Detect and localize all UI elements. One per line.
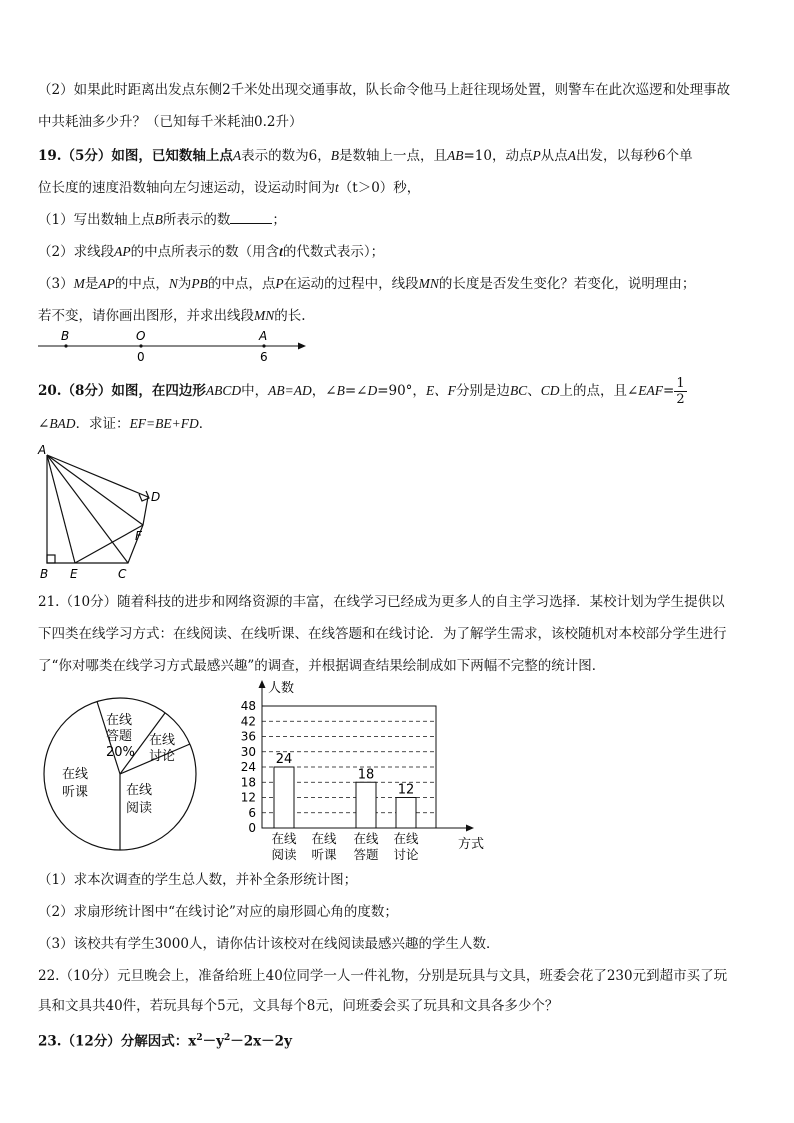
fraction-one-half: $\frac{1}{2}$ — [676, 376, 685, 407]
q18-part2-line2: 中共耗油多少升？（已知每千米耗油0.2升） — [38, 114, 303, 130]
q18-part2-line1: （2）如果此时距离出发点东侧2千米处出现交通事故，队长命令他马上赶往现场处置，则警车在此次巡逻和处理事故 — [38, 82, 731, 98]
q22-stem-line2: 具和文具共40件，若玩具每个5元，文具每个8元，问班委会买了玩具和文具各多少个？ — [38, 998, 559, 1014]
label-b: B — [61, 329, 70, 343]
q21-stem-line3: 了“你对哪类在线学习方式最感兴趣”的调查，并根据调查结果绘制成如下两幅不完整的统计图． — [38, 658, 606, 674]
x-tick-label: 在线 — [271, 831, 297, 846]
pie-label-discuss-1: 在线 — [149, 733, 176, 748]
q21-stem-line2: 下四类在线学习方式：在线阅读、在线听课、在线答题和在线讨论．为了解学生需求，该校随机对本校部分学生进行 — [38, 626, 727, 642]
pie-label-listen-2: 听课 — [62, 785, 89, 800]
bar-value-label: 12 — [397, 782, 415, 798]
bar-chart — [226, 676, 496, 866]
bar-value-label: 18 — [357, 767, 375, 783]
point-o — [139, 344, 142, 347]
vertex-d: D — [151, 490, 161, 504]
bar-value-label: 24 — [275, 752, 293, 767]
q20-stem-line2: ∠BAD．求证：EF=BE+FD． — [38, 416, 213, 432]
q21-sub1: （1）求本次调查的学生总人数，并补全条形统计图； — [38, 872, 358, 888]
q21-stem-line1: 21.（10分）随着科技的进步和网络资源的丰富，在线学习已经成为更多人的自主学习选择．某校计划为学生提供以 — [38, 594, 725, 610]
vertex-f: F — [135, 529, 142, 543]
pie-label-discuss-2: 讨论 — [149, 749, 176, 764]
y-tick-label: 48 — [240, 699, 256, 713]
q19-stem-line2: 位长度的速度沿数轴向左匀速运动，设运动时间为t（t＞0）秒， — [38, 180, 421, 196]
q22-stem-line1: 22.（10分）元旦晚会上，准备给班上40位同学一人一件礼物，分别是玩具与文具，班委会花了230元到超市买了玩 — [38, 968, 728, 984]
label-o: O — [136, 329, 146, 343]
quadrilateral-figure — [30, 442, 170, 584]
y-tick-label: 6 — [248, 805, 256, 820]
pie-label-answer-pct: 20% — [106, 745, 135, 760]
y-axis-arrow — [259, 680, 266, 688]
number-line-figure — [30, 328, 320, 368]
y-axis-title: 人数 — [268, 681, 295, 696]
y-tick-label: 42 — [240, 714, 256, 729]
q20-stem-line1: 20.（8分）如图，在四边形ABCD中，AB=AD，∠B=∠D=90°，E、F分别是边BC、CD上的点，且∠EAF= $\frac{1}{2}$ — [38, 376, 685, 407]
x-tick-label: 听课 — [311, 847, 337, 862]
y-tick-label: 18 — [240, 775, 256, 790]
y-tick-label: 0 — [248, 821, 256, 835]
vertex-e: E — [70, 567, 78, 581]
pie-label-listen-1: 在线 — [62, 767, 89, 782]
pie-label-answer-1: 在线 — [106, 713, 133, 728]
x-tick-label: 在线 — [393, 831, 419, 846]
pie-label-read-2: 阅读 — [126, 801, 153, 816]
answer-blank — [230, 211, 272, 224]
vertex-b: B — [40, 567, 49, 581]
pie-label-read-1: 在线 — [126, 783, 153, 798]
pie-label-answer-2: 答题 — [106, 729, 133, 744]
point-a — [262, 344, 265, 347]
vertex-a: A — [38, 443, 47, 457]
bar — [396, 798, 416, 829]
q19-sub1: （1）写出数轴上点B所表示的数 ； — [38, 212, 286, 228]
x-tick-label: 答题 — [353, 847, 379, 862]
q21-sub2: （2）求扇形统计图中“在线讨论”对应的扇形圆心角的度数； — [38, 904, 398, 920]
bar — [274, 767, 294, 828]
q19-sub3-line1: （3）M是AP的中点，N为PB的中点，点P在运动的过程中，线段MN的长度是否发生变化？若变化，说明理由； — [38, 276, 696, 292]
q19-sub2: （2）求线段AP的中点所表示的数（用含t的代数式表示）； — [38, 244, 385, 260]
y-tick-label: 36 — [240, 729, 256, 744]
x-axis-title: 方式 — [458, 837, 485, 852]
x-tick-label: 讨论 — [393, 847, 419, 862]
vertex-c: C — [118, 567, 127, 581]
tick-6: 6 — [260, 350, 268, 364]
tick-0: 0 — [137, 350, 145, 364]
x-tick-label: 在线 — [311, 831, 337, 846]
y-tick-label: 30 — [240, 744, 256, 759]
y-tick-label: 24 — [240, 760, 256, 774]
x-tick-label: 阅读 — [271, 847, 297, 862]
point-b — [64, 344, 67, 347]
bar — [356, 782, 376, 828]
label-a: A — [259, 329, 268, 343]
q19-stem-line1: 19.（5分）如图，已知数轴上点A表示的数为6，B是数轴上一点，且AB=10，动点P从点A出发，以每秒6个单 — [38, 148, 693, 164]
y-tick-label: 12 — [240, 790, 256, 805]
q19-sub3-line2: 若不变，请你画出图形，并求出线段MN的长. — [38, 308, 306, 324]
pie-chart — [40, 694, 200, 854]
q23-stem: 23.（12分）分解因式：$x^2-y^2-2x-2y$ — [38, 1033, 292, 1050]
x-tick-label: 在线 — [353, 831, 379, 846]
q21-sub3: （3）该校共有学生3000人，请你估计该校对在线阅读最感兴趣的学生人数． — [38, 936, 500, 952]
x-axis-arrow — [466, 825, 474, 832]
